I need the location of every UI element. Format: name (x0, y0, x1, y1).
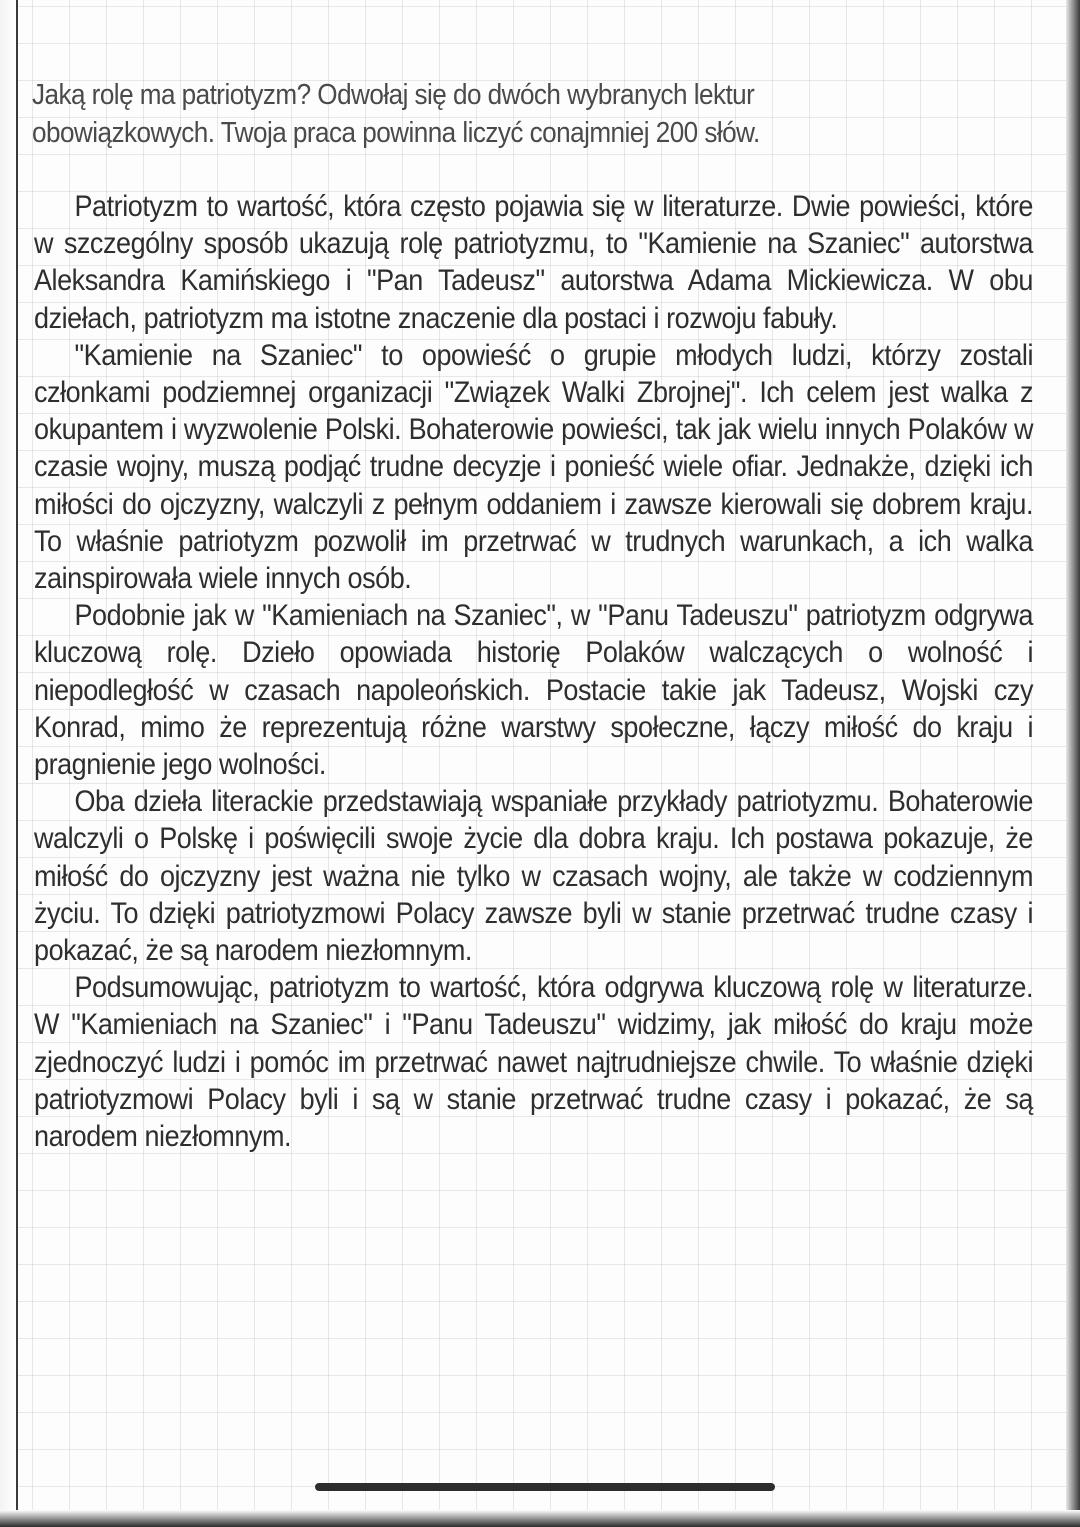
essay-paragraph-5: Podsumowując, patriotyzm to wartość, która odgrywa kluczową rolę w literaturze. W "Kamieniach na Szaniec" i "Panu Tadeuszu" widzimy, jak miłość do kraju może zjednoczyć ludzi i pomóc im przetrwać nawet najtrudniejsze chwile. To właśnie dzięki patriotyzmowi Polacy byli i są w stanie przetrwać trudne czasy i pokazać, że są narodem niezłomnym. (34, 971, 1033, 1154)
essay-paragraph-2: "Kamienie na Szaniec" to opowieść o grupie młodych ludzi, którzy zostali członkami podziemnej organizacji "Związek Walki Zbrojnej". Ich celem jest walka z okupantem i wyzwolenie Polski. Bohaterowie powieści, tak jak wielu innych Polaków w czasie wojny, muszą podjąć trudne decyzje i ponieść wiele ofiar. Jednakże, dzięki ich miłości do ojczyzny, walczyli z pełnym oddaniem i zawsze kierowali się dobrem kraju. To właśnie patriotyzm pozwolił im przetrwać w trudnych warunkach, a ich walka zainspirowała wiele innych osób. (34, 338, 1033, 596)
essay-paragraph-4: Oba dzieła literackie przedstawiają wspaniałe przykłady patriotyzmu. Bohaterowie walczyli o Polskę i poświęcili swoje życie dla dobra kraju. Ich postawa pokazuje, że miłość do ojczyzny jest ważna nie tylko w czasach wojny, ale także w codziennym życiu. To dzięki patriotyzmowi Polacy zawsze byli w stanie przetrwać trudne czasy i pokazać, że są narodem niezłomnym. (34, 785, 1033, 968)
essay-body (34, 188, 1033, 1155)
assignment-question: Jaką rolę ma patriotyzm? Odwołaj się do dwóch wybranych lektur obowiązkowych. Twoja praca powinna liczyć conajmniej 200 słów. (32, 79, 760, 149)
page-bottom-edge-shadow (0, 1510, 1080, 1527)
home-indicator-bar[interactable] (315, 1483, 775, 1491)
page-right-edge-shadow (1066, 0, 1080, 1527)
essay-paragraph-3: Podobnie jak w "Kamieniach na Szaniec", w "Panu Tadeuszu" patriotyzm odgrywa kluczową rolę. Dzieło opowiada historię Polaków walczących o wolność i niepodległość w czasach napoleońskich. Postacie takie jak Tadeusz, Wojski czy Konrad, mimo że reprezentują różne warstwy społeczne, łączy miłość do kraju i pragnienie jego wolności. (34, 599, 1033, 782)
essay-paragraph-1: Patriotyzm to wartość, która często pojawia się w literaturze. Dwie powieści, które w szczególny sposób ukazują rolę patriotyzmu, to "Kamienie na Szaniec" autorstwa Aleksandra Kamińskiego i "Pan Tadeusz" autorstwa Adama Mickiewicza. W obu dziełach, patriotyzm ma istotne znaczenie dla postaci i rozwoju fabuły. (34, 190, 1033, 335)
page-left-margin (0, 0, 16, 1527)
